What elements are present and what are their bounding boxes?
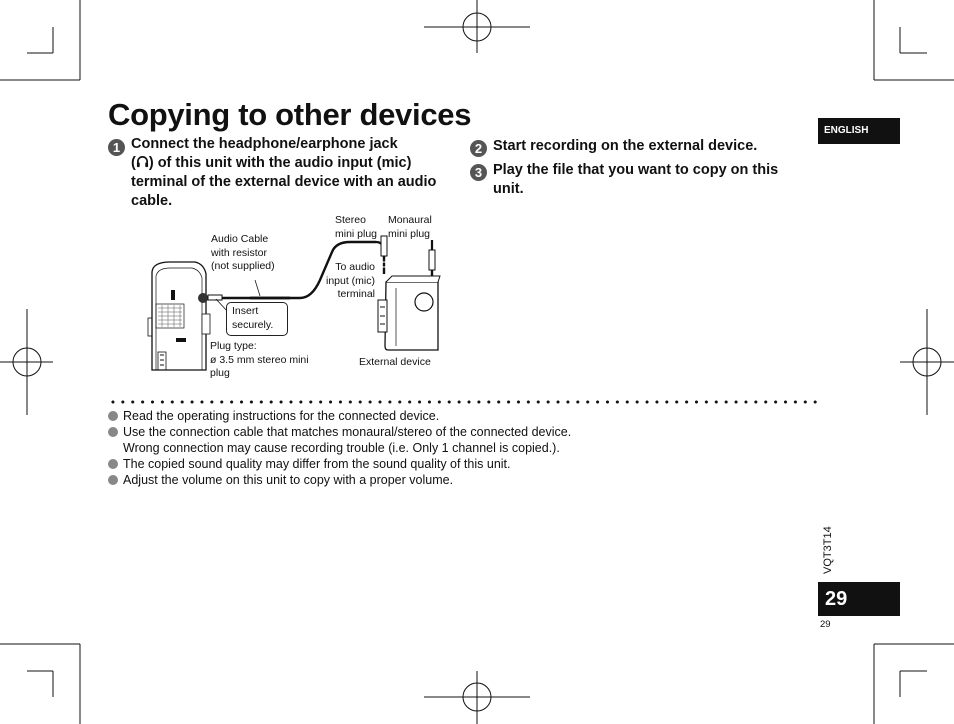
voice-recorder-illustration <box>148 262 210 370</box>
insert-line2: securely. <box>232 318 274 331</box>
language-tab: ENGLISH <box>818 118 900 144</box>
step-1-line1: Connect the headphone/earphone jack <box>131 136 398 152</box>
page-number-box: 29 <box>818 582 900 616</box>
step-2-text: Start recording on the external device. <box>493 138 758 154</box>
audio-cable-label <box>211 233 275 274</box>
step-1-number: 1 <box>108 139 125 156</box>
list-item <box>108 456 571 472</box>
bullet-icon <box>108 427 118 437</box>
step-1-line3: terminal of the external device with an audio <box>131 174 437 190</box>
plug-type-line2: ø 3.5 mm stereo mini <box>210 353 309 366</box>
headphone-icon <box>136 155 149 168</box>
stereo-label <box>335 214 377 241</box>
external-device-illustration <box>378 276 440 350</box>
audio-cable-line3: (not supplied) <box>211 260 275 272</box>
dotted-divider <box>108 399 818 405</box>
audio-cable-line1: Audio Cable <box>211 233 269 245</box>
step-1-line2-pre: ( <box>131 155 136 171</box>
stereo-mini-plug <box>381 236 387 274</box>
step-1-line2 <box>131 154 461 173</box>
monaural-label <box>388 214 432 241</box>
step-3-line2: unit. <box>493 181 524 197</box>
audio-cable-leader <box>255 280 260 296</box>
stereo-line2: mini plug <box>335 227 378 240</box>
list-item-continuation <box>108 440 571 456</box>
to-audio-line3: terminal <box>337 288 375 300</box>
list-item <box>108 472 571 488</box>
external-device-label: External device <box>359 356 431 368</box>
plug-type-line1: Plug type: <box>210 340 257 352</box>
to-audio-line1: To audio <box>335 261 375 273</box>
page-number-small: 29 <box>820 619 831 630</box>
list-item <box>108 424 571 440</box>
note-text: Use the connection cable that matches monaural/stereo of the connected device. <box>123 425 572 439</box>
insert-line1: Insert <box>232 305 259 317</box>
note-text: Wrong connection may cause recording trouble (i.e. Only 1 channel is copied.). <box>123 441 560 455</box>
stereo-line1: Stereo <box>335 214 366 226</box>
monaural-line2: mini plug <box>388 227 431 240</box>
to-audio-label <box>316 261 375 302</box>
step-1-line4: cable. <box>131 193 173 209</box>
step-1-line2-post: ) of this unit with the audio input (mic) <box>148 155 412 171</box>
step-3-number: 3 <box>470 164 487 181</box>
list-item <box>108 408 571 424</box>
step-3-text <box>493 161 813 199</box>
step-1-text <box>131 135 461 211</box>
plug-type-label <box>210 340 309 381</box>
monaural-line1: Monaural <box>388 214 432 226</box>
insert-label <box>232 305 273 332</box>
note-text: Adjust the volume on this unit to copy with a proper volume. <box>123 473 454 487</box>
note-text: The copied sound quality may differ from the sound quality of this unit. <box>123 457 511 471</box>
bullet-icon <box>108 459 118 469</box>
to-audio-line2: input (mic) <box>325 274 375 287</box>
bullet-icon <box>108 411 118 421</box>
step-3-line1: Play the file that you want to copy on this <box>493 162 779 178</box>
step-2-number: 2 <box>470 140 487 157</box>
notes-list <box>108 408 571 488</box>
audio-cable-line2: with resistor <box>211 246 268 259</box>
document-code: VQT3T14 <box>822 526 834 574</box>
page-title: Copying to other devices <box>108 97 472 132</box>
bullet-icon <box>108 475 118 485</box>
note-text: Read the operating instructions for the connected device. <box>123 409 440 423</box>
plug-type-line3: plug <box>210 367 230 379</box>
